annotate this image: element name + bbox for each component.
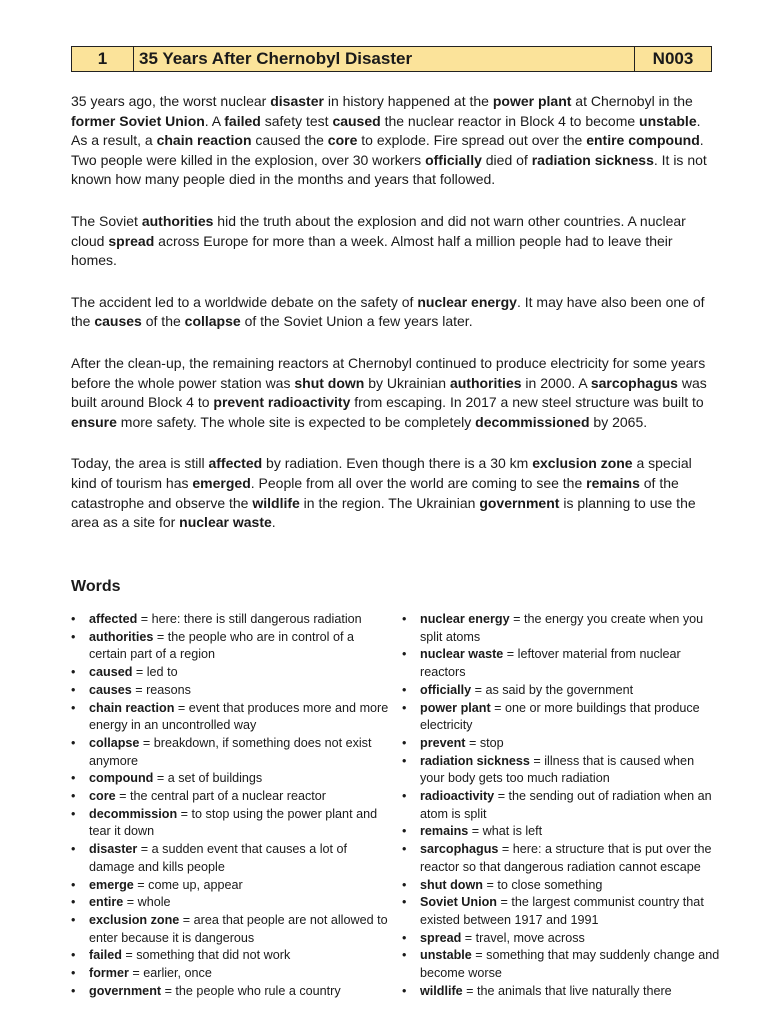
glossary-term: remains <box>420 824 469 839</box>
glossary-term: radioactivity <box>420 789 495 804</box>
paragraph-text: by 2065. <box>589 413 648 430</box>
glossary-item <box>71 735 389 770</box>
glossary-term: spread <box>420 930 462 945</box>
vocab-highlight: exclusion zone <box>532 455 633 472</box>
glossary-term: shut down <box>420 877 483 892</box>
vocab-highlight: prevent radioactivity <box>213 394 351 411</box>
glossary-definition: = whole <box>123 895 171 910</box>
glossary-term: authorities <box>89 629 154 644</box>
glossary-item <box>402 700 722 735</box>
paragraph-text: . A <box>204 112 225 129</box>
paragraph-text: . It may have also been one of the <box>71 293 705 330</box>
article-body <box>71 92 716 555</box>
vocab-highlight: chain reaction <box>156 132 252 149</box>
glossary-definition: = the people who are in control of a certain part of a region <box>89 629 354 662</box>
paragraph-text: The accident led to a worldwide debate on the safety of <box>71 293 418 310</box>
glossary-item <box>71 700 389 735</box>
glossary-item <box>71 770 389 788</box>
glossary-term: collapse <box>89 735 140 750</box>
glossary-left-column <box>71 611 389 1000</box>
paragraph-text: in history happened at the <box>323 93 493 109</box>
vocab-highlight: decommissioned <box>475 413 590 430</box>
glossary-definition: = here: there is still dangerous radiation <box>137 612 362 626</box>
glossary-definition: = a set of buildings <box>153 771 263 786</box>
glossary-term: failed <box>89 948 122 963</box>
article-paragraph <box>71 354 716 432</box>
glossary-definition: = illness that is caused when your body gets too much radiation <box>420 753 695 786</box>
glossary-definition: = the largest communist country that existed between 1917 and 1991 <box>420 895 704 927</box>
glossary-definition: = event that produces more and more energy in an uncontrolled way <box>89 700 389 733</box>
words-heading: Words <box>71 578 121 595</box>
glossary-term: compound <box>89 771 154 786</box>
paragraph-text: from escaping. In 2017 a new steel structure was built to <box>350 394 704 411</box>
paragraph-text: by Ukrainian <box>364 374 450 391</box>
paragraph-text: Today, the area is still <box>71 455 209 472</box>
glossary-item <box>71 965 389 983</box>
glossary-item <box>402 823 722 841</box>
paragraph-text: a special kind of tourism has <box>71 455 692 491</box>
glossary-term: prevent <box>420 735 466 750</box>
glossary-definition: = what is left <box>468 824 543 839</box>
glossary-item <box>71 788 389 806</box>
vocab-highlight: nuclear waste <box>179 514 272 531</box>
lesson-number: 1 <box>72 47 134 71</box>
vocab-highlight: unstable <box>639 112 697 129</box>
vocab-highlight: ensure <box>71 413 117 430</box>
paragraph-text: 35 years ago, the worst nuclear <box>71 93 271 109</box>
article-paragraph <box>71 454 716 532</box>
page-title: 35 Years After Chernobyl Disaster <box>134 47 635 71</box>
vocab-highlight: officially <box>425 151 482 168</box>
glossary-term: former <box>89 966 129 981</box>
glossary-term: wildlife <box>420 983 463 998</box>
paragraph-text: . People from all over the world are coming to see the <box>250 474 587 491</box>
glossary-term: sarcophagus <box>420 842 499 857</box>
glossary-item <box>71 629 389 664</box>
vocab-highlight: authorities <box>449 374 522 391</box>
glossary-term: unstable <box>420 948 472 963</box>
vocab-highlight: failed <box>224 112 261 129</box>
paragraph-text: is planning to use the area as a site for <box>71 494 696 531</box>
glossary-term: disaster <box>89 842 138 857</box>
vocab-highlight: authorities <box>141 212 214 229</box>
glossary-item <box>71 983 389 1001</box>
paragraph-text: The Soviet <box>71 212 142 229</box>
vocab-highlight: causes <box>94 313 142 330</box>
glossary-item <box>71 947 389 965</box>
glossary-item <box>402 930 722 948</box>
glossary-item <box>402 682 722 700</box>
glossary-item <box>402 646 722 681</box>
paragraph-text: After the clean-up, the remaining reactors at Chernobyl continued to produce electricity for some years before the whole power station was <box>71 354 706 391</box>
vocab-highlight: spread <box>108 232 155 249</box>
paragraph-text: at Chernobyl in the <box>571 93 693 109</box>
vocab-highlight: emerged <box>192 474 251 491</box>
vocab-highlight: collapse <box>184 313 241 330</box>
glossary-term: radiation sickness <box>420 753 530 768</box>
glossary-term: power plant <box>420 700 491 715</box>
glossary-term: Soviet Union <box>420 895 497 910</box>
glossary-term: emerge <box>89 877 134 892</box>
paragraph-text: by radiation. Even though there is a 30 km <box>262 455 533 472</box>
glossary-definition: = to stop using the power plant and tear it down <box>89 806 378 839</box>
paragraph-text: across Europe for more than a week. Almost half a million people had to leave their homes. <box>71 232 673 269</box>
vocab-highlight: affected <box>208 455 263 472</box>
glossary-item <box>402 841 722 876</box>
paragraph-text: of the Soviet Union a few years later. <box>240 313 473 330</box>
glossary-definition: = earlier, once <box>128 966 212 981</box>
glossary-term: core <box>89 789 116 804</box>
glossary-definition: = travel, move across <box>461 930 585 945</box>
glossary-term: causes <box>89 682 132 697</box>
glossary-item <box>71 682 389 700</box>
vocab-highlight: disaster <box>270 93 324 109</box>
paragraph-text: to explode. Fire spread out over the <box>357 132 587 149</box>
paragraph-text: the nuclear reactor in Block 4 to become <box>380 112 640 129</box>
glossary-definition: = breakdown, if something does not exist anymore <box>89 735 372 768</box>
glossary-item <box>402 877 722 895</box>
glossary-definition: = to close something <box>482 877 603 892</box>
paragraph-text: . <box>271 514 276 531</box>
glossary-definition: = the central part of a nuclear reactor <box>115 789 326 804</box>
glossary-term: government <box>89 983 162 998</box>
glossary-item <box>402 983 722 1001</box>
vocab-highlight: core <box>327 132 358 149</box>
glossary-definition: = area that people are not allowed to enter because it is dangerous <box>89 912 388 945</box>
glossary-definition: = as said by the government <box>471 682 634 697</box>
vocab-highlight: shut down <box>294 374 365 391</box>
glossary-definition: = the sending out of radiation when an atom is split <box>420 789 712 821</box>
glossary-term: affected <box>89 612 138 626</box>
glossary-definition: = the animals that live naturally there <box>462 983 672 998</box>
vocab-highlight: entire compound <box>586 132 700 149</box>
glossary-item <box>71 841 389 876</box>
vocab-highlight: radiation sickness <box>531 151 654 168</box>
glossary-item <box>402 611 722 646</box>
glossary-definition: = stop <box>465 735 504 750</box>
vocab-highlight: government <box>479 494 560 511</box>
glossary-item <box>402 753 722 788</box>
paragraph-text: of the <box>141 313 185 330</box>
glossary-item <box>71 877 389 895</box>
glossary-item <box>71 912 389 947</box>
glossary-definition: = something that may suddenly change and become worse <box>420 948 720 981</box>
glossary-definition: = leftover material from nuclear reactors <box>420 647 681 680</box>
glossary-definition: = reasons <box>131 682 191 697</box>
glossary-item <box>402 788 722 823</box>
glossary-term: officially <box>420 682 472 697</box>
article-paragraph <box>71 92 716 190</box>
glossary-item <box>71 664 389 682</box>
glossary-right-column <box>402 611 722 1000</box>
paragraph-text: of the catastrophe and observe the <box>71 474 679 511</box>
vocab-highlight: remains <box>586 474 640 491</box>
paragraph-text: . It is not known how many people died in the months and years that followed. <box>71 151 707 188</box>
vocab-highlight: sarcophagus <box>590 374 678 391</box>
glossary-definition: = something that did not work <box>121 948 291 963</box>
vocab-highlight: wildlife <box>252 494 300 511</box>
glossary-term: nuclear energy <box>420 612 510 626</box>
paragraph-text: in the region. The Ukrainian <box>299 494 480 511</box>
paragraph-text: hid the truth about the explosion and did not warn other countries. A nuclear cloud <box>71 212 686 249</box>
glossary-item <box>402 894 722 929</box>
paragraph-text: caused the <box>251 132 328 149</box>
vocab-highlight: caused <box>332 112 381 129</box>
paragraph-text: . As a result, a <box>71 112 701 149</box>
article-paragraph <box>71 293 716 332</box>
paragraph-text: more safety. The whole site is expected to be completely <box>116 413 476 430</box>
paragraph-text: safety test <box>260 112 333 129</box>
glossary-term: exclusion zone <box>89 912 180 927</box>
glossary-definition: = the people who rule a country <box>161 983 341 998</box>
glossary-term: decommission <box>89 806 178 821</box>
lesson-code: N003 <box>652 49 694 68</box>
glossary-definition: = a sudden event that causes a lot of damage and kills people <box>89 842 348 874</box>
vocab-highlight: former Soviet Union <box>71 112 205 129</box>
glossary-term: nuclear waste <box>420 647 504 662</box>
paragraph-text: died of <box>481 151 532 168</box>
glossary-definition: = here: a structure that is put over the reactor so that dangerous radiation cannot escape <box>420 842 712 874</box>
glossary-item <box>71 894 389 912</box>
article-paragraph <box>71 212 716 271</box>
glossary-term: entire <box>89 895 124 910</box>
glossary-definition: = one or more buildings that produce electricity <box>420 700 700 733</box>
vocab-highlight: power plant <box>492 93 572 109</box>
lesson-header <box>71 46 712 72</box>
glossary-term: caused <box>89 665 133 680</box>
glossary-definition: = led to <box>132 665 178 680</box>
paragraph-text: in 2000. A <box>521 374 591 391</box>
glossary-item <box>71 611 389 629</box>
paragraph-text: . Two people were killed in the explosion, over 30 workers <box>71 132 704 168</box>
glossary-item <box>402 735 722 753</box>
glossary-definition: = the energy you create when you split atoms <box>420 612 704 644</box>
paragraph-text: was built around Block 4 to <box>71 374 707 411</box>
glossary-term: chain reaction <box>89 700 175 715</box>
glossary-item <box>402 947 722 982</box>
glossary-item <box>71 806 389 841</box>
vocab-highlight: nuclear energy <box>417 293 517 310</box>
glossary-definition: = come up, appear <box>133 877 243 892</box>
